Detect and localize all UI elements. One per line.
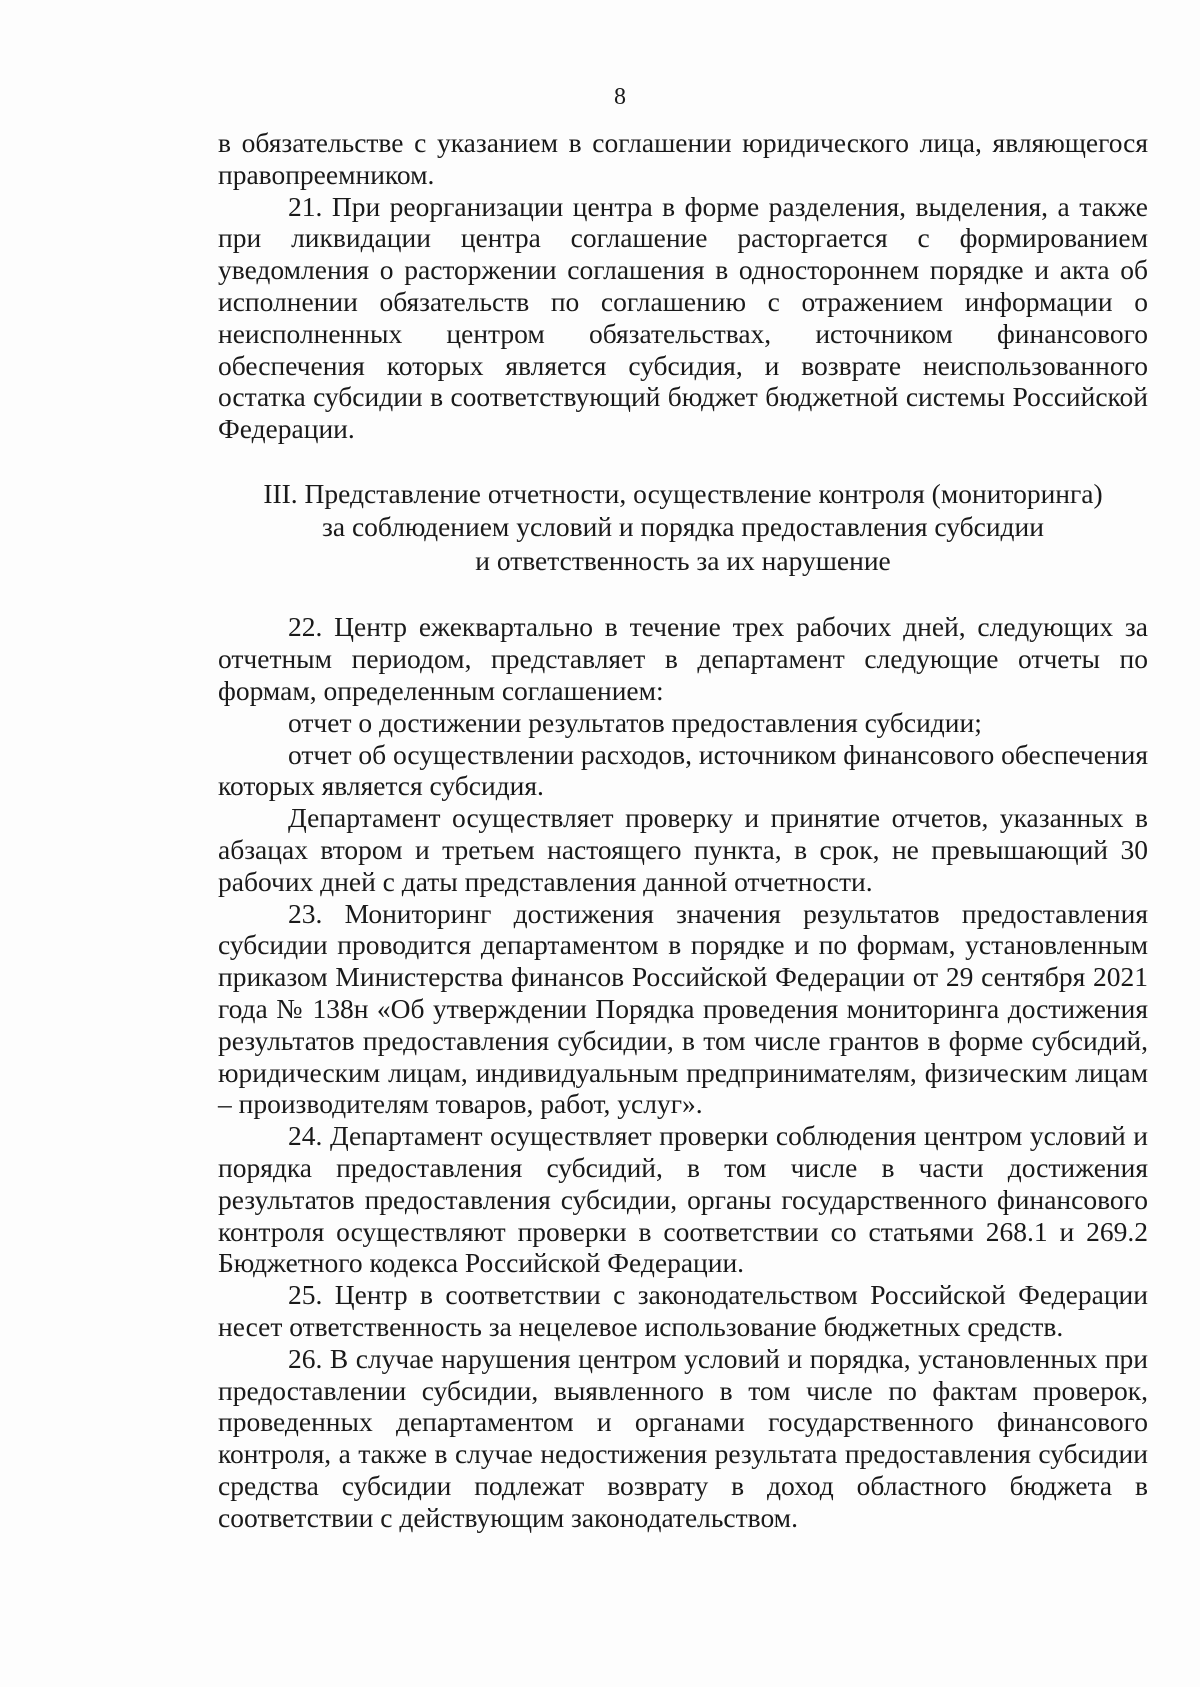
section-heading-line-3: и ответственность за их нарушение [475,544,891,576]
paragraph-25: 25. Центр в соответствии с законодательством Российской Федерации несет ответственность за нецелевое использование бюджетных средств. [218,1279,1148,1342]
paragraph-22-item-1: отчет о достижении результатов предоставления субсидии; [288,706,982,738]
paragraph-21: 21. При реорганизации центра в форме разделения, выделения, а также при ликвидации центра соглашение расторгается с формированием уведомления о расторжении соглашения в одностороннем порядке и акта об исполнении обязательств по соглашению с отражением информации о неисполненных центром обязательствах, источником финансового обеспечения которых является субсидия, и возврате неиспользованного остатка субсидии в соответствующий бюджет бюджетной системы Российской Федерации. [218,190,1148,445]
paragraph-26: 26. В случае нарушения центром условий и порядка, установленных при предоставлении субсидии, выявленного в том числе по фактам проверок, проведенных департаментом и органами государственного финансового контроля, а также в случае недостижения результата предоставления субсидии средства субсидии подлежат возврату в доход областного бюджета в соответствии с действующим законодательством. [218,1342,1148,1533]
section-heading-line-1: III. Представление отчетности, осуществление контроля (мониторинга) [263,477,1103,509]
paragraph-22-item-2: отчет об осуществлении расходов, источником финансового обеспечения которых является субсидия. [218,738,1148,802]
paragraph-22-review: Департамент осуществляет проверку и принятие отчетов, указанных в абзацах втором и третьем настоящего пункта, в срок, не превышающий 30 рабочих дней с даты представления данной отчетности. [218,802,1148,897]
page-number: 8 [614,84,626,110]
document-body [218,127,1148,1534]
paragraph-23: 23. Мониторинг достижения значения результатов предоставления субсидии проводится департаментом в порядке и по формам, установленным приказом Министерства финансов Российской Федерации от 29 сентября 2021 года № 138н «Об утверждении Порядка проведения мониторинга достижения результатов предоставления субсидии, в том числе грантов в форме субсидий, юридическим лицам, индивидуальным предпринимателям, физическим лицам – производителям товаров, работ, услуг». [218,897,1148,1120]
paragraph-22: 22. Центр ежеквартально в течение трех рабочих дней, следующих за отчетным периодом, представляет в департамент следующие отчеты по формам, определенным соглашением: [218,611,1148,707]
paragraph-continuation: в обязательстве с указанием в соглашении юридического лица, являющегося правопреемником. [218,127,1148,190]
section-heading-line-2: за соблюдением условий и порядка предоставления субсидии [322,511,1044,543]
paragraph-24: 24. Департамент осуществляет проверки соблюдения центром условий и порядка предоставления субсидий, в том числе в части достижения результатов предоставления субсидии, органы государственного финансового контроля осуществляют проверки в соответствии со статьями 268.1 и 269.2 Бюджетного кодекса Российской Федерации. [218,1120,1148,1279]
section-heading [218,477,1148,578]
